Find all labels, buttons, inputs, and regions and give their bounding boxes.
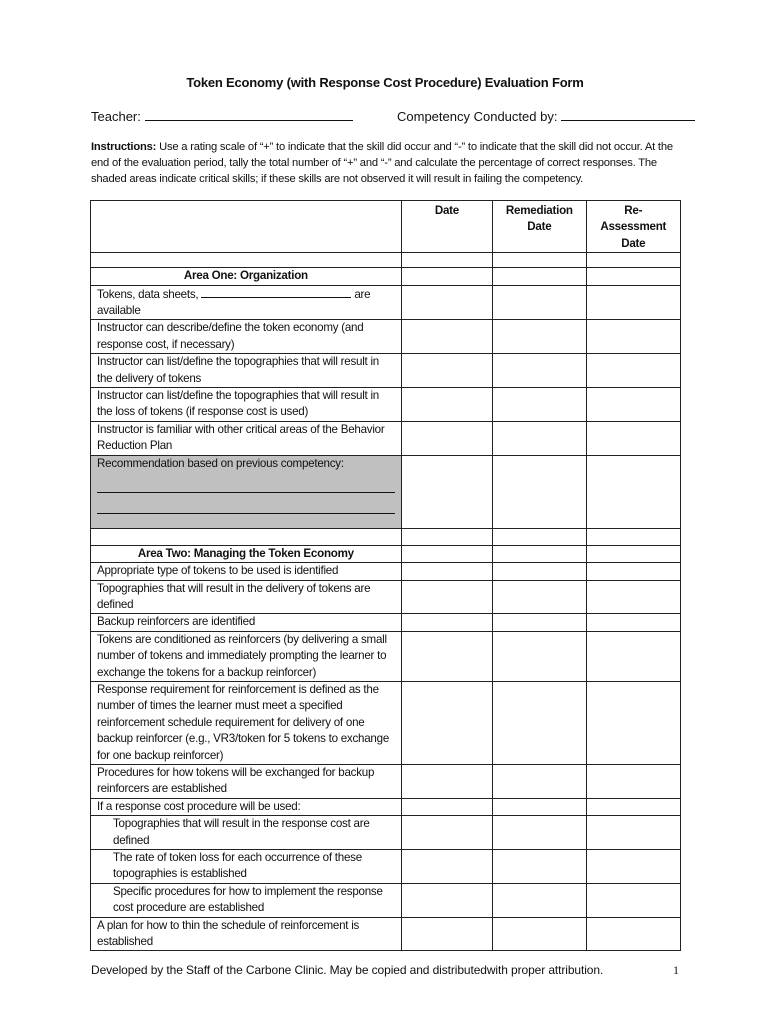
remediation-cell[interactable]	[493, 421, 586, 455]
reassessment-cell[interactable]	[586, 388, 680, 422]
date-cell[interactable]	[401, 421, 492, 455]
table-row	[91, 580, 681, 614]
instructions	[91, 139, 681, 187]
table-row	[91, 563, 681, 580]
reassessment-cell[interactable]	[586, 681, 680, 764]
reassessment-cell[interactable]	[586, 614, 680, 631]
table-row	[91, 421, 681, 455]
date-cell[interactable]	[401, 580, 492, 614]
date-cell[interactable]	[401, 764, 492, 798]
skill-cell: If a response cost procedure will be used:	[91, 798, 402, 815]
reassessment-cell[interactable]	[586, 798, 680, 815]
teacher-label: Teacher:	[91, 109, 141, 124]
teacher-field[interactable]	[91, 109, 353, 124]
recommendation-row	[91, 455, 681, 528]
date-cell[interactable]	[401, 320, 492, 354]
remediation-cell[interactable]	[493, 764, 586, 798]
remediation-cell[interactable]	[493, 320, 586, 354]
header-date: Date	[401, 201, 492, 253]
skill-cell: Instructor can list/define the topographies that will result in the delivery of tokens	[91, 354, 402, 388]
remediation-cell[interactable]	[493, 614, 586, 631]
remediation-cell[interactable]	[493, 455, 586, 528]
table-row	[91, 883, 681, 917]
recommendation-line-2[interactable]	[97, 493, 395, 514]
table-row	[91, 631, 681, 681]
teacher-blank[interactable]	[145, 109, 353, 121]
reassessment-cell[interactable]	[586, 285, 680, 320]
remediation-cell[interactable]	[493, 816, 586, 850]
reassessment-cell[interactable]	[586, 816, 680, 850]
page-number: 1	[673, 963, 679, 977]
table-row	[91, 798, 681, 815]
recommendation-label: Recommendation based on previous competency:	[97, 456, 344, 470]
date-cell[interactable]	[401, 563, 492, 580]
table-header-row	[91, 201, 681, 253]
area-heading-row	[91, 268, 681, 285]
reassessment-cell[interactable]	[586, 631, 680, 681]
date-cell[interactable]	[401, 614, 492, 631]
remediation-cell[interactable]	[493, 850, 586, 884]
remediation-cell[interactable]	[493, 285, 586, 320]
reassessment-cell[interactable]	[586, 455, 680, 528]
remediation-cell[interactable]	[493, 798, 586, 815]
skill-cell: Appropriate type of tokens to be used is identified	[91, 563, 402, 580]
area-heading-row	[91, 545, 681, 562]
table-row	[91, 614, 681, 631]
footer-attribution: Developed by the Staff of the Carbone Clinic. May be copied and distributedwith proper attribution.	[91, 963, 604, 977]
spacer-row	[91, 528, 681, 545]
remediation-cell[interactable]	[493, 883, 586, 917]
instructions-text: Use a rating scale of “+” to indicate that the skill did occur and “-” to indicate that the skill did not occur. At the end of the evaluation period, tally the total number of “+” and “-” and calculate the percentage of correct responses. The shaded areas indicate critical skills; if these skills are not observed it will result in failing the competency.	[91, 141, 673, 185]
skill-cell: Instructor can list/define the topographies that will result in the loss of tokens (if response cost is used)	[91, 388, 402, 422]
skill-cell: Procedures for how tokens will be exchanged for backup reinforcers are established	[91, 764, 402, 798]
date-cell[interactable]	[401, 798, 492, 815]
date-cell[interactable]	[401, 681, 492, 764]
date-cell[interactable]	[401, 455, 492, 528]
table-row	[91, 681, 681, 764]
area-two-heading: Area Two: Managing the Token Economy	[91, 545, 402, 562]
table-row	[91, 388, 681, 422]
remediation-cell[interactable]	[493, 563, 586, 580]
recommendation-cell[interactable]	[91, 455, 402, 528]
reassessment-cell[interactable]	[586, 883, 680, 917]
date-cell[interactable]	[401, 388, 492, 422]
date-cell[interactable]	[401, 883, 492, 917]
evaluation-table	[90, 200, 681, 951]
table-row	[91, 285, 681, 320]
reassessment-cell[interactable]	[586, 580, 680, 614]
table-row	[91, 320, 681, 354]
header-reassessment-date: Re-Assessment Date	[586, 201, 680, 253]
sub-skill-cell: Topographies that will result in the response cost are defined	[91, 816, 402, 850]
table-row	[91, 816, 681, 850]
sub-skill-cell: The rate of token loss for each occurrence of these topographies is established	[91, 850, 402, 884]
competency-field[interactable]	[397, 109, 695, 124]
remediation-cell[interactable]	[493, 354, 586, 388]
date-cell[interactable]	[401, 816, 492, 850]
reassessment-cell[interactable]	[586, 764, 680, 798]
remediation-cell[interactable]	[493, 580, 586, 614]
page-title: Token Economy (with Response Cost Procedure) Evaluation Form	[186, 75, 584, 90]
remediation-cell[interactable]	[493, 388, 586, 422]
table-row	[91, 354, 681, 388]
sub-skill-cell: Specific procedures for how to implement the response cost procedure are established	[91, 883, 402, 917]
reassessment-cell[interactable]	[586, 421, 680, 455]
materials-blank[interactable]	[201, 286, 351, 298]
reassessment-cell[interactable]	[586, 850, 680, 884]
skill-cell: Instructor is familiar with other critical areas of the Behavior Reduction Plan	[91, 421, 402, 455]
skill-cell: Backup reinforcers are identified	[91, 614, 402, 631]
skill-cell: Instructor can describe/define the token economy (and response cost, if necessary)	[91, 320, 402, 354]
date-cell[interactable]	[401, 631, 492, 681]
table-row	[91, 764, 681, 798]
skill-cell: Response requirement for reinforcement is defined as the number of times the learner must meet a specified reinforcement schedule requirement for delivery of one backup reinforcer (e.g., VR3/token for 5 tokens to exchange for one backup reinforcer)	[91, 681, 402, 764]
table-row	[91, 850, 681, 884]
remediation-cell[interactable]	[493, 917, 586, 951]
spacer-row	[91, 253, 681, 268]
skill-cell: Topographies that will result in the delivery of tokens are defined	[91, 580, 402, 614]
remediation-cell[interactable]	[493, 631, 586, 681]
date-cell[interactable]	[401, 917, 492, 951]
skill-cell: A plan for how to thin the schedule of reinforcement is established	[91, 917, 402, 951]
date-cell[interactable]	[401, 354, 492, 388]
reassessment-cell[interactable]	[586, 354, 680, 388]
reassessment-cell[interactable]	[586, 563, 680, 580]
area-one-heading: Area One: Organization	[91, 268, 402, 285]
date-cell[interactable]	[401, 850, 492, 884]
competency-label: Competency Conducted by:	[397, 109, 558, 124]
remediation-cell[interactable]	[493, 681, 586, 764]
header-skill	[91, 201, 402, 253]
reassessment-cell[interactable]	[586, 917, 680, 951]
header-remediation-date: Remediation Date	[493, 201, 586, 253]
skill-cell: Tokens are conditioned as reinforcers (by delivering a small number of tokens and immediately prompting the learner to exchange the tokens for a backup reinforcer)	[91, 631, 402, 681]
instructions-label: Instructions:	[91, 141, 157, 153]
date-cell[interactable]	[401, 285, 492, 320]
table-row	[91, 917, 681, 951]
skill-cell: Tokens, data sheets, are available	[91, 285, 402, 320]
reassessment-cell[interactable]	[586, 320, 680, 354]
recommendation-line-1[interactable]	[97, 472, 395, 493]
competency-blank[interactable]	[561, 109, 695, 121]
